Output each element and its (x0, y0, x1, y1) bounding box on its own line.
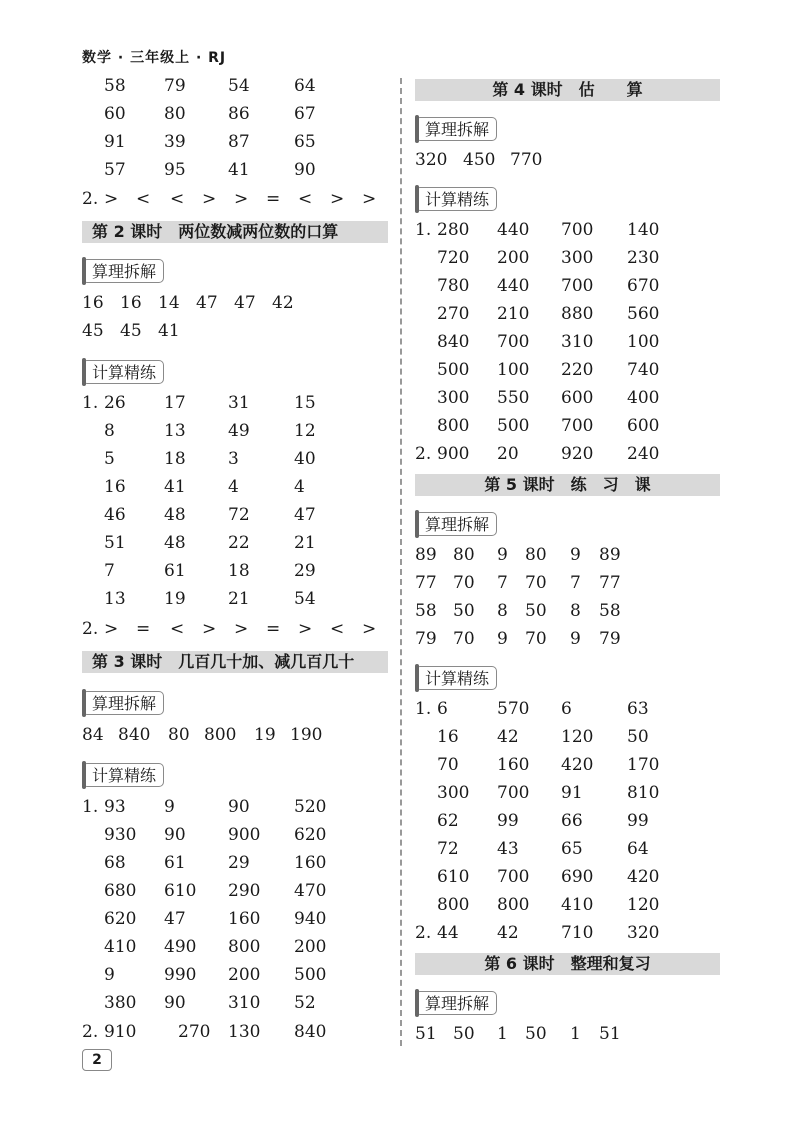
lesson-5-title: 第 5 课时 练 习 课 (415, 474, 720, 496)
answer-cell: 4 (228, 477, 239, 497)
answer-cell: 600 (627, 416, 660, 436)
answer-cell: 560 (627, 304, 660, 324)
comparison-symbol: > (104, 189, 119, 209)
comparison-symbol: > (362, 189, 377, 209)
answer-cell: 880 (561, 304, 594, 324)
answer-cell: 200 (294, 937, 327, 957)
answer-cell: 440 (497, 276, 530, 296)
answer-cell: 320 (415, 150, 448, 170)
answer-cell: 840 (437, 332, 470, 352)
answer-cell: 7 (570, 573, 581, 593)
answer-cell: 420 (627, 867, 660, 887)
answer-cell: 400 (627, 388, 660, 408)
question-number: 1. (415, 220, 432, 240)
answer-cell: 410 (104, 937, 137, 957)
answer-cell: 49 (228, 421, 250, 441)
answer-cell: 31 (228, 393, 250, 413)
answer-cell: 50 (453, 1024, 475, 1044)
section-chip-theory: 算理拆解 (415, 512, 497, 536)
answer-cell: 900 (228, 825, 261, 845)
answer-cell: 79 (415, 629, 437, 649)
answer-cell: 990 (164, 965, 197, 985)
answer-cell: 22 (228, 533, 250, 553)
answer-cell: 79 (599, 629, 621, 649)
answer-cell: 8 (570, 601, 581, 621)
answer-cell: 800 (437, 416, 470, 436)
answer-cell: 420 (561, 755, 594, 775)
answer-cell: 810 (627, 783, 660, 803)
answer-cell: 740 (627, 360, 660, 380)
answer-cell: 1 (570, 1024, 581, 1044)
answer-cell: 39 (164, 132, 186, 152)
answer-cell: 940 (294, 909, 327, 929)
answer-cell: 47 (234, 293, 256, 313)
answer-cell: 89 (415, 545, 437, 565)
answer-cell: 520 (294, 797, 327, 817)
answer-cell: 570 (497, 699, 530, 719)
answer-cell: 72 (228, 505, 250, 525)
comparison-symbol: < (170, 189, 185, 209)
answer-cell: 90 (228, 797, 250, 817)
answer-cell: 99 (627, 811, 649, 831)
answer-cell: 42 (497, 727, 519, 747)
answer-cell: 41 (164, 477, 186, 497)
section-chip-theory: 算理拆解 (82, 259, 164, 283)
answer-cell: 5 (104, 449, 115, 469)
answer-cell: 50 (627, 727, 649, 747)
lesson-6-title: 第 6 课时 整理和复习 (415, 953, 720, 975)
answer-cell: 61 (164, 561, 186, 581)
answer-cell: 16 (82, 293, 104, 313)
answer-cell: 920 (561, 444, 594, 464)
page-number: 2 (82, 1049, 112, 1071)
question-number: 2. (82, 619, 99, 639)
answer-cell: 9 (104, 965, 115, 985)
section-chip-practice: 计算精练 (415, 666, 497, 690)
column-divider (400, 78, 402, 1046)
answer-cell: 720 (437, 248, 470, 268)
section-chip-practice: 计算精练 (82, 763, 164, 787)
answer-cell: 21 (228, 589, 250, 609)
answer-cell: 9 (497, 545, 508, 565)
answer-cell: 700 (497, 332, 530, 352)
answer-cell: 42 (272, 293, 294, 313)
answer-cell: 300 (437, 783, 470, 803)
comparison-symbol: < (298, 189, 313, 209)
answer-cell: 320 (627, 923, 660, 943)
answer-cell: 62 (437, 811, 459, 831)
section-chip-practice: 计算精练 (82, 360, 164, 384)
answer-cell: 48 (164, 533, 186, 553)
answer-cell: 17 (164, 393, 186, 413)
answer-cell: 550 (497, 388, 530, 408)
answer-cell: 270 (178, 1022, 211, 1042)
answer-cell: 44 (437, 923, 459, 943)
answer-cell: 20 (497, 444, 519, 464)
answer-cell: 90 (164, 825, 186, 845)
lesson-2-title: 第 2 课时 两位数减两位数的口算 (82, 221, 388, 243)
answer-cell: 68 (104, 853, 126, 873)
answer-cell: 51 (415, 1024, 437, 1044)
answer-cell: 410 (561, 895, 594, 915)
answer-cell: 230 (627, 248, 660, 268)
answer-cell: 270 (437, 304, 470, 324)
answer-cell: 54 (228, 76, 250, 96)
comparison-symbol: > (362, 619, 377, 639)
answer-cell: 64 (627, 839, 649, 859)
answer-cell: 200 (497, 248, 530, 268)
answer-cell: 65 (561, 839, 583, 859)
answer-cell: 66 (561, 811, 583, 831)
answer-cell: 700 (561, 220, 594, 240)
answer-cell: 8 (497, 601, 508, 621)
answer-cell: 70 (525, 629, 547, 649)
answer-cell: 18 (164, 449, 186, 469)
answer-cell: 70 (437, 755, 459, 775)
answer-cell: 51 (104, 533, 126, 553)
answer-cell: 700 (497, 867, 530, 887)
answer-cell: 15 (294, 393, 316, 413)
answer-cell: 120 (627, 895, 660, 915)
answer-cell: 840 (118, 725, 151, 745)
answer-cell: 46 (104, 505, 126, 525)
answer-cell: 770 (510, 150, 543, 170)
answer-cell: 89 (599, 545, 621, 565)
answer-cell: 120 (561, 727, 594, 747)
answer-cell: 470 (294, 881, 327, 901)
answer-cell: 800 (437, 895, 470, 915)
answer-cell: 90 (164, 993, 186, 1013)
section-chip-practice: 计算精练 (415, 187, 497, 211)
answer-cell: 500 (437, 360, 470, 380)
comparison-symbol: > (234, 189, 249, 209)
answer-cell: 140 (627, 220, 660, 240)
answer-cell: 600 (561, 388, 594, 408)
answer-cell: 86 (228, 104, 250, 124)
question-number: 2. (82, 1022, 99, 1042)
answer-cell: 700 (561, 276, 594, 296)
answer-cell: 4 (294, 477, 305, 497)
answer-cell: 95 (164, 160, 186, 180)
answer-cell: 500 (294, 965, 327, 985)
answer-cell: 450 (463, 150, 496, 170)
answer-cell: 220 (561, 360, 594, 380)
comparison-symbol: = (136, 619, 151, 639)
answer-cell: 70 (453, 573, 475, 593)
comparison-symbol: < (330, 619, 345, 639)
answer-cell: 41 (158, 321, 180, 341)
answer-cell: 47 (196, 293, 218, 313)
answer-cell: 930 (104, 825, 137, 845)
answer-cell: 64 (294, 76, 316, 96)
answer-cell: 84 (82, 725, 104, 745)
answer-cell: 19 (254, 725, 276, 745)
answer-cell: 610 (164, 881, 197, 901)
answer-cell: 210 (497, 304, 530, 324)
answer-cell: 130 (228, 1022, 261, 1042)
answer-cell: 910 (104, 1022, 137, 1042)
answer-cell: 700 (561, 416, 594, 436)
answer-cell: 710 (561, 923, 594, 943)
answer-cell: 47 (164, 909, 186, 929)
answer-cell: 70 (525, 573, 547, 593)
answer-cell: 9 (497, 629, 508, 649)
answer-cell: 90 (294, 160, 316, 180)
answer-cell: 440 (497, 220, 530, 240)
answer-cell: 200 (228, 965, 261, 985)
answer-cell: 6 (437, 699, 448, 719)
answer-cell: 100 (497, 360, 530, 380)
answer-cell: 40 (294, 449, 316, 469)
answer-cell: 67 (294, 104, 316, 124)
answer-cell: 50 (525, 1024, 547, 1044)
answer-cell: 80 (164, 104, 186, 124)
answer-cell: 1 (497, 1024, 508, 1044)
answer-cell: 41 (228, 160, 250, 180)
comparison-symbol: > (298, 619, 313, 639)
answer-cell: 50 (525, 601, 547, 621)
answer-cell: 8 (104, 421, 115, 441)
answer-cell: 58 (104, 76, 126, 96)
question-number: 1. (415, 699, 432, 719)
answer-cell: 170 (627, 755, 660, 775)
answer-cell: 190 (290, 725, 323, 745)
comparison-symbol: = (266, 619, 281, 639)
answer-cell: 900 (437, 444, 470, 464)
answer-cell: 93 (104, 797, 126, 817)
comparison-symbol: > (202, 189, 217, 209)
answer-cell: 800 (497, 895, 530, 915)
answer-cell: 21 (294, 533, 316, 553)
section-chip-theory: 算理拆解 (82, 691, 164, 715)
answer-cell: 800 (228, 937, 261, 957)
answer-cell: 12 (294, 421, 316, 441)
answer-cell: 160 (497, 755, 530, 775)
answer-cell: 6 (561, 699, 572, 719)
answer-cell: 19 (164, 589, 186, 609)
answer-cell: 9 (164, 797, 175, 817)
answer-cell: 490 (164, 937, 197, 957)
answer-cell: 80 (525, 545, 547, 565)
answer-cell: 43 (497, 839, 519, 859)
answer-cell: 52 (294, 993, 316, 1013)
answer-cell: 77 (415, 573, 437, 593)
answer-cell: 840 (294, 1022, 327, 1042)
answer-cell: 13 (164, 421, 186, 441)
answer-cell: 61 (164, 853, 186, 873)
question-number: 1. (82, 797, 99, 817)
answer-cell: 45 (82, 321, 104, 341)
answer-cell: 60 (104, 104, 126, 124)
answer-cell: 670 (627, 276, 660, 296)
answer-cell: 51 (599, 1024, 621, 1044)
answer-cell: 16 (437, 727, 459, 747)
comparison-symbol: > (330, 189, 345, 209)
answer-cell: 380 (104, 993, 137, 1013)
answer-cell: 620 (104, 909, 137, 929)
answer-cell: 16 (104, 477, 126, 497)
section-chip-theory: 算理拆解 (415, 117, 497, 141)
answer-cell: 13 (104, 589, 126, 609)
answer-cell: 18 (228, 561, 250, 581)
comparison-symbol: = (266, 189, 281, 209)
question-number: 1. (82, 393, 99, 413)
answer-cell: 280 (437, 220, 470, 240)
question-number: 2. (415, 444, 432, 464)
answer-cell: 610 (437, 867, 470, 887)
answer-cell: 310 (228, 993, 261, 1013)
lesson-4-title: 第 4 课时 估 算 (415, 79, 720, 101)
answer-cell: 45 (120, 321, 142, 341)
running-header: 数学 · 三年级上 · RJ (82, 50, 227, 66)
answer-cell: 99 (497, 811, 519, 831)
answer-cell: 63 (627, 699, 649, 719)
answer-cell: 290 (228, 881, 261, 901)
answer-cell: 72 (437, 839, 459, 859)
answer-cell: 3 (228, 449, 239, 469)
lesson-3-title: 第 3 课时 几百几十加、减几百几十 (82, 651, 388, 673)
answer-cell: 77 (599, 573, 621, 593)
comparison-symbol: < (136, 189, 151, 209)
answer-cell: 300 (561, 248, 594, 268)
answer-cell: 690 (561, 867, 594, 887)
answer-cell: 70 (453, 629, 475, 649)
question-number: 2. (415, 923, 432, 943)
answer-cell: 29 (228, 853, 250, 873)
comparison-symbol: < (170, 619, 185, 639)
answer-cell: 91 (104, 132, 126, 152)
answer-cell: 29 (294, 561, 316, 581)
answer-cell: 58 (415, 601, 437, 621)
answer-cell: 7 (497, 573, 508, 593)
answer-cell: 800 (204, 725, 237, 745)
answer-cell: 780 (437, 276, 470, 296)
answer-cell: 100 (627, 332, 660, 352)
answer-cell: 79 (164, 76, 186, 96)
answer-cell: 500 (497, 416, 530, 436)
answer-cell: 9 (570, 629, 581, 649)
answer-cell: 16 (120, 293, 142, 313)
answer-cell: 300 (437, 388, 470, 408)
answer-cell: 160 (228, 909, 261, 929)
answer-cell: 58 (599, 601, 621, 621)
answer-cell: 7 (104, 561, 115, 581)
answer-cell: 620 (294, 825, 327, 845)
answer-cell: 48 (164, 505, 186, 525)
answer-cell: 80 (168, 725, 190, 745)
answer-cell: 57 (104, 160, 126, 180)
answer-cell: 700 (497, 783, 530, 803)
answer-cell: 65 (294, 132, 316, 152)
answer-cell: 160 (294, 853, 327, 873)
answer-cell: 50 (453, 601, 475, 621)
answer-cell: 310 (561, 332, 594, 352)
answer-cell: 91 (561, 783, 583, 803)
answer-cell: 80 (453, 545, 475, 565)
comparison-symbol: > (104, 619, 119, 639)
section-chip-theory: 算理拆解 (415, 991, 497, 1015)
answer-cell: 87 (228, 132, 250, 152)
answer-cell: 9 (570, 545, 581, 565)
answer-cell: 680 (104, 881, 137, 901)
answer-cell: 54 (294, 589, 316, 609)
question-number: 2. (82, 189, 99, 209)
answer-cell: 240 (627, 444, 660, 464)
answer-cell: 14 (158, 293, 180, 313)
answer-cell: 42 (497, 923, 519, 943)
comparison-symbol: > (202, 619, 217, 639)
comparison-symbol: > (234, 619, 249, 639)
answer-cell: 47 (294, 505, 316, 525)
answer-cell: 26 (104, 393, 126, 413)
